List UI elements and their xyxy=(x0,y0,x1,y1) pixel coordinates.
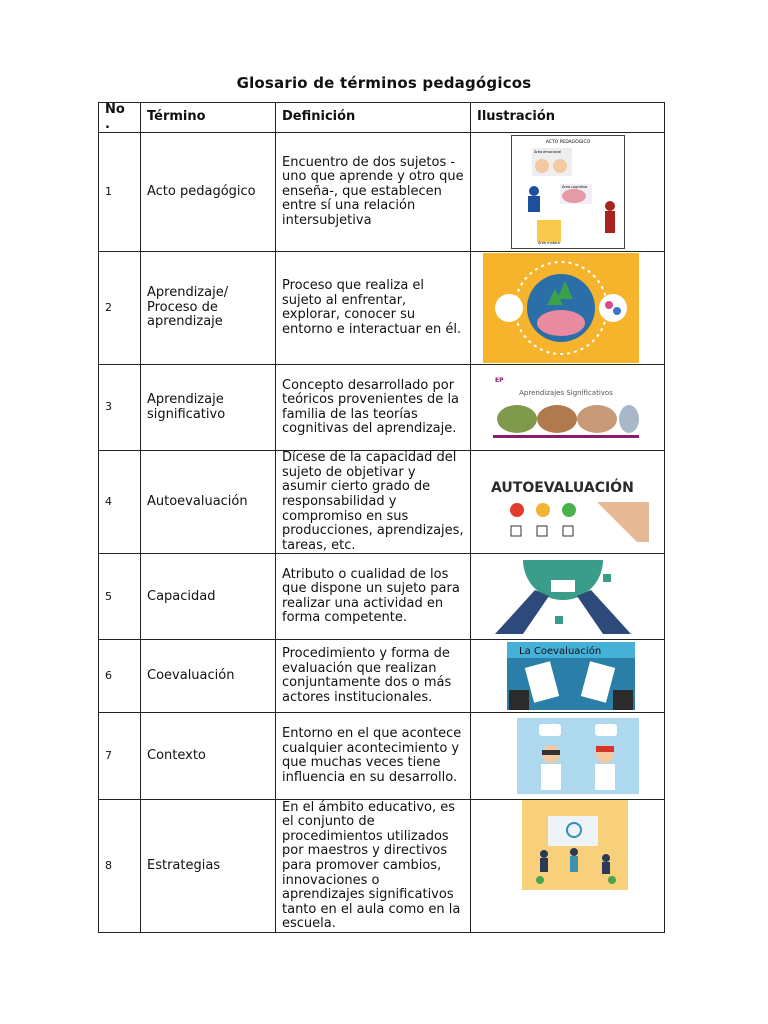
row-term: Capacidad xyxy=(141,554,276,640)
row-illustration xyxy=(471,800,665,933)
row-illustration xyxy=(471,252,665,365)
row-number: 2 xyxy=(99,252,141,365)
row-term: Aprendizaje/ Proceso de aprendizaje xyxy=(141,252,276,365)
ep-logo: EP xyxy=(495,376,504,384)
illus-label: Área emocional xyxy=(533,150,561,155)
team-strategy-illustration xyxy=(522,800,628,890)
table-row xyxy=(99,133,665,252)
row-definition: Proceso que realiza el sujeto al enfrentar, explorar, conocer su entorno e interactuar en él. xyxy=(276,252,471,365)
row-illustration xyxy=(471,451,665,554)
row-term: Contexto xyxy=(141,713,276,800)
row-definition: Atributo o cualidad de los que dispone un sujeto para realizar una actividad en forma competente. xyxy=(276,554,471,640)
row-definition: Entorno en el que acontece cualquier acontecimiento y que muchas veces tiene influencia en su desarrollo. xyxy=(276,713,471,800)
aprendizajes-significativos-illustration xyxy=(493,375,639,441)
row-illustration xyxy=(471,640,665,713)
table-row xyxy=(99,252,665,365)
illus-label: Área motora xyxy=(537,241,560,246)
row-number: 4 xyxy=(99,451,141,554)
puzzle-hands-illustration xyxy=(495,560,631,634)
table-row xyxy=(99,800,665,933)
acto-pedagogico-illustration xyxy=(511,135,625,249)
row-illustration xyxy=(471,133,665,252)
row-number: 7 xyxy=(99,713,141,800)
table-row xyxy=(99,713,665,800)
table-row xyxy=(99,640,665,713)
autoevaluacion-illustration xyxy=(487,462,649,542)
row-number: 5 xyxy=(99,554,141,640)
illus-label: Área cognitiva xyxy=(561,185,587,190)
row-illustration xyxy=(471,554,665,640)
row-term: Estrategias xyxy=(141,800,276,933)
glossary-table xyxy=(98,102,665,933)
header-definition: Definición xyxy=(276,103,471,133)
row-definition: En el ámbito educativo, es el conjunto de procedimientos utilizados por maestros y directivos para promover cambios, innovaciones o aprendizajes significativos tanto en el aula como en la escuela. xyxy=(276,800,471,933)
header-illustration: Ilustración xyxy=(471,103,665,133)
header-no: No . xyxy=(99,103,141,133)
illus-caption: ACTO PEDAGÓGICO xyxy=(545,140,590,146)
row-definition: Dícese de la capacidad del sujeto de objetivar y asumir cierto grado de responsabilidad y compromiso en sus producciones, aprendizajes, tareas, etc. xyxy=(276,451,471,554)
row-term: Coevaluación xyxy=(141,640,276,713)
row-definition: Encuentro de dos sujetos - uno que aprende y otro que enseña-, que establecen entre sí una relación intersubjetiva xyxy=(276,133,471,252)
page-title: Glosario de términos pedagógicos xyxy=(236,74,532,92)
table-row xyxy=(99,451,665,554)
row-term: Aprendizaje significativo xyxy=(141,365,276,451)
brain-growth-illustration xyxy=(483,253,639,363)
illus-caption: Aprendizajes Significativos xyxy=(519,388,613,397)
row-term: Acto pedagógico xyxy=(141,133,276,252)
illus-caption: AUTOEVALUACIÓN xyxy=(491,480,634,497)
illus-caption: La Coevaluación xyxy=(519,646,602,658)
two-people-puzzle-illustration xyxy=(517,718,639,794)
row-number: 1 xyxy=(99,133,141,252)
table-row xyxy=(99,554,665,640)
header-term: Término xyxy=(141,103,276,133)
row-number: 8 xyxy=(99,800,141,933)
table-header-row xyxy=(99,103,665,133)
row-definition: Concepto desarrollado por teóricos provenientes de la familia de las teorías cognitivas del aprendizaje. xyxy=(276,365,471,451)
coevaluacion-illustration xyxy=(507,642,635,710)
row-number: 6 xyxy=(99,640,141,713)
table-row xyxy=(99,365,665,451)
row-illustration xyxy=(471,713,665,800)
row-illustration xyxy=(471,365,665,451)
row-definition: Procedimiento y forma de evaluación que realizan conjuntamente dos o más actores institucionales. xyxy=(276,640,471,713)
row-term: Autoevaluación xyxy=(141,451,276,554)
row-number: 3 xyxy=(99,365,141,451)
